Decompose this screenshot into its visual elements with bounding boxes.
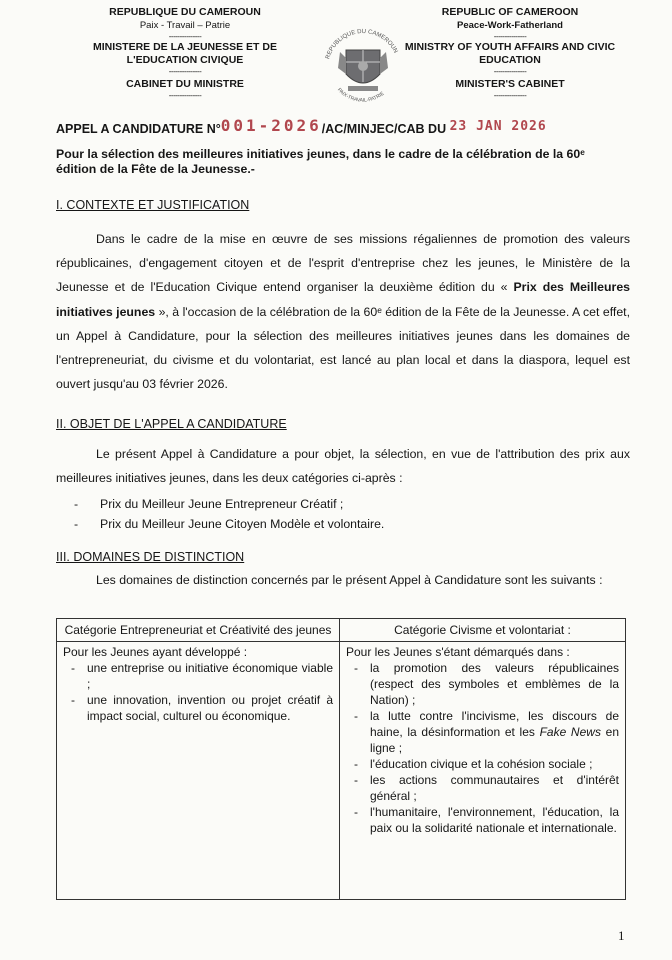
cabinet-fr: CABINET DU MINISTRE (126, 78, 244, 90)
section1-text-a: Dans le cadre de la mise en œuvre de ses missions régaliennes de promotion des valeurs républicaines, d'engagement citoyen et de l'esprit d'entreprise chez les jeunes, le Ministère de la Jeunesse et de l'Education Civique entend organiser la deuxième édition du « (56, 232, 630, 295)
fake-news-italic: Fake News (539, 725, 601, 739)
dash-line: --------------- (493, 67, 527, 76)
section1-text-b: », à l'occasion de la célébration de la 60ᵉ édition de la Fête de la Jeunesse. A cet effet, un Appel à Candidature, pour la sélection des meilleures initiatives jeunes dans les domaines de l'entrepreneuriat, du civisme et du volontariat, est lancé au plan local et dans la diaspora, lequel est ouvert jusqu'au 03 février 2026. (56, 304, 630, 392)
svg-text:REPUBLIQUE DU CAMEROUN: REPUBLIQUE DU CAMEROUN (325, 28, 399, 60)
section3-title: III. DOMAINES DE DISTINCTION (56, 550, 245, 564)
dash-line: --------------- (168, 67, 202, 76)
section1-text-bold: Prix des Meilleures initiatives jeunes (56, 280, 630, 319)
header-left (60, 6, 310, 100)
motto-en: Peace-Work-Fatherland (457, 20, 563, 31)
list-item: - une entreprise ou initiative économique viable ; (63, 660, 333, 692)
dash-line: --------------- (168, 91, 202, 100)
header-right (385, 6, 635, 100)
section2-paragraph (56, 442, 630, 490)
col1-intro: Pour les Jeunes ayant développé : (63, 645, 248, 659)
domains-table (56, 618, 626, 900)
list-item: - l'éducation civique et la cohésion sociale ; (346, 756, 619, 772)
appel-prefix: APPEL A CANDIDATURE N° (56, 122, 221, 136)
col2-intro: Pour les Jeunes s'étant démarqués dans : (346, 645, 570, 659)
appel-suffix: /AC/MINJEC/CAB DU (321, 122, 447, 136)
dash-line: --------------- (493, 32, 527, 41)
list-item: - Prix du Meilleur Jeune Entrepreneur Créatif ; (74, 497, 344, 511)
dash-line: --------------- (168, 32, 202, 41)
section3-text: Les domaines de distinction concernés par le présent Appel à Candidature sont les suivants : (96, 573, 603, 587)
section2-text: Le présent Appel à Candidature a pour objet, la sélection, en vue de l'attribution des prix aux meilleures initiatives jeunes, dans les deux catégories ci-après : (56, 447, 630, 486)
appel-date-stamp: 23 JAN 2026 (449, 119, 547, 134)
appel-number-stamp: 001-2026 (220, 116, 322, 135)
list-item: - une innovation, invention ou projet créatif à impact social, culturel ou économique. (63, 692, 333, 724)
list-item: - l'humanitaire, l'environnement, l'éducation, la paix ou la solidarité nationale et internationale. (346, 804, 619, 836)
cabinet-en: MINISTER'S CABINET (455, 78, 565, 90)
ministry-en: MINISTRY OF YOUTH AFFAIRS AND CIVIC EDUCATION (404, 41, 616, 66)
section2-title: II. OBJET DE L'APPEL A CANDIDATURE (56, 417, 287, 431)
dash-line: --------------- (493, 91, 527, 100)
col2-cell (340, 642, 626, 900)
section1-paragraph (56, 227, 630, 396)
motto-fr: Paix - Travail – Patrie (139, 20, 231, 31)
svg-text:PAIX-TRAVAIL-PATRIE: PAIX-TRAVAIL-PATRIE (336, 87, 386, 104)
selection-subtitle: Pour la sélection des meilleures initiatives jeunes, dans le cadre de la célébration de la 60ᵉ édition de la Fête de la Jeunesse.- (56, 147, 585, 176)
list-item: - les actions communautaires et d'intérêt général ; (346, 772, 619, 804)
page-number: 1 (618, 928, 625, 943)
col2-header: Catégorie Civisme et volontariat : (340, 619, 626, 642)
col1-header: Catégorie Entrepreneuriat et Créativité des jeunes (57, 619, 340, 642)
coat-of-arms-seal-icon (318, 22, 408, 114)
section2-list (74, 494, 384, 534)
list-item: - Prix du Meilleur Jeune Citoyen Modèle et volontaire. (74, 517, 385, 531)
appel-reference (56, 118, 547, 137)
country-fr: REPUBLIQUE DU CAMEROUN (109, 6, 261, 18)
country-en: REPUBLIC OF CAMEROON (441, 6, 579, 18)
section3-paragraph (56, 571, 630, 589)
list-item: - la lutte contre l'incivisme, les discours de haine, la désinformation et les Fake News en ligne ; (346, 708, 619, 756)
section1-title: I. CONTEXTE ET JUSTIFICATION (56, 198, 250, 212)
list-item: - la promotion des valeurs républicaines (respect des symboles et emblèmes de la Nation) ; (346, 660, 619, 708)
col1-cell (57, 642, 340, 900)
ministry-fr: MINISTERE DE LA JEUNESSE ET DE L'EDUCATION CIVIQUE (93, 41, 277, 66)
